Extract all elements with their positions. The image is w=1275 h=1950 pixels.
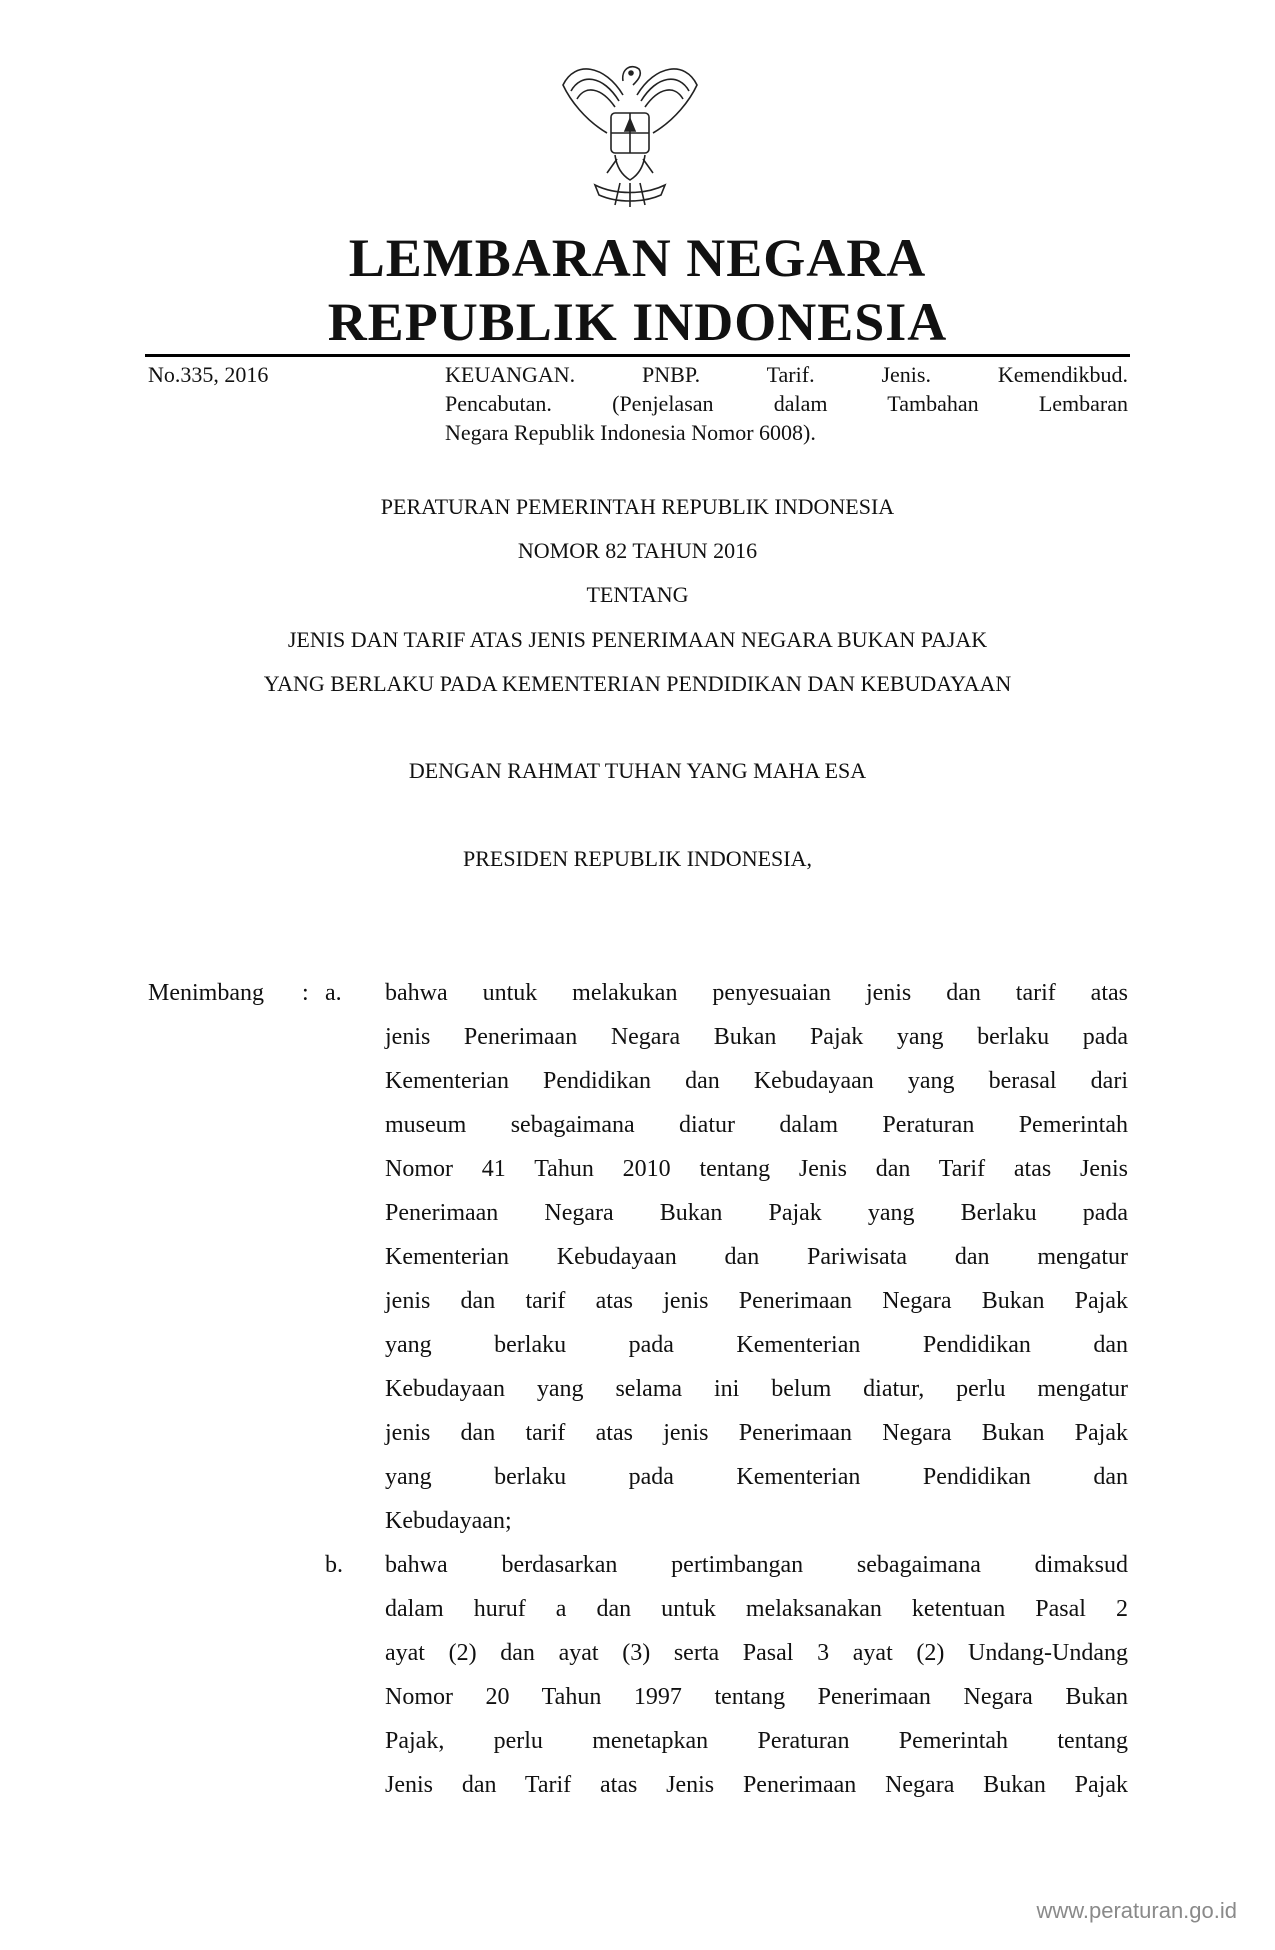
masthead-title-line2: REPUBLIK INDONESIA	[327, 292, 948, 352]
gazette-subject-line: KEUANGAN. PNBP. Tarif. Jenis. Kemendikbud.	[445, 362, 1128, 387]
issuer: PRESIDEN REPUBLIK INDONESIA,	[463, 846, 812, 871]
paragraph-line: jenis Penerimaan Negara Bukan Pajak yang berlaku pada	[385, 1024, 1128, 1050]
paragraph-line: Kementerian Kebudayaan dan Pariwisata dan mengatur	[385, 1244, 1128, 1270]
regulation-about: TENTANG	[586, 582, 689, 607]
paragraph-line: jenis dan tarif atas jenis Penerimaan Negara Bukan Pajak	[385, 1288, 1128, 1314]
paragraph-line: Nomor 20 Tahun 1997 tentang Penerimaan Negara Bukan	[385, 1684, 1128, 1710]
paragraph-line: Penerimaan Negara Bukan Pajak yang Berlaku pada	[385, 1200, 1128, 1226]
paragraph-line: Kementerian Pendidikan dan Kebudayaan yang berasal dari	[385, 1068, 1128, 1094]
paragraph-line: Pajak, perlu menetapkan Peraturan Pemerintah tentang	[385, 1728, 1128, 1754]
considering-label: Menimbang	[148, 980, 264, 1006]
regulation-type: PERATURAN PEMERINTAH REPUBLIK INDONESIA	[380, 494, 895, 519]
paragraph-line: Kebudayaan;	[385, 1508, 512, 1534]
regulation-title-line1: JENIS DAN TARIF ATAS JENIS PENERIMAAN NEGARA BUKAN PAJAK	[287, 627, 988, 652]
gazette-subject	[445, 360, 1128, 447]
considering-item-b	[385, 1543, 1128, 1807]
considering-colon: :	[302, 980, 309, 1006]
paragraph-line: yang berlaku pada Kementerian Pendidikan dan	[385, 1464, 1128, 1490]
paragraph-line: Nomor 41 Tahun 2010 tentang Jenis dan Tarif atas Jenis	[385, 1156, 1128, 1182]
paragraph-line: jenis dan tarif atas jenis Penerimaan Negara Bukan Pajak	[385, 1420, 1128, 1446]
paragraph-line: ayat (2) dan ayat (3) serta Pasal 3 ayat (2) Undang-Undang	[385, 1640, 1128, 1666]
regulation-number: NOMOR 82 TAHUN 2016	[517, 538, 758, 563]
gazette-number: No.335, 2016	[148, 362, 269, 387]
item-letter-a: a.	[325, 980, 342, 1006]
paragraph-line: museum sebagaimana diatur dalam Peraturan Pemerintah	[385, 1112, 1128, 1138]
considering-item-a	[385, 971, 1128, 1543]
paragraph-line: bahwa berdasarkan pertimbangan sebagaimana dimaksud	[385, 1552, 1128, 1578]
paragraph-line: Jenis dan Tarif atas Jenis Penerimaan Negara Bukan Pajak	[385, 1772, 1128, 1798]
garuda-emblem-icon	[555, 55, 705, 215]
paragraph-line: dalam huruf a dan untuk melaksanakan ketentuan Pasal 2	[385, 1596, 1128, 1622]
watermark-url: www.peraturan.go.id	[1036, 1898, 1237, 1923]
regulation-title-line2: YANG BERLAKU PADA KEMENTERIAN PENDIDIKAN DAN KEBUDAYAAN	[263, 671, 1012, 696]
masthead-title-line1: LEMBARAN NEGARA	[348, 228, 927, 288]
paragraph-line: Kebudayaan yang selama ini belum diatur, perlu mengatur	[385, 1376, 1128, 1402]
gazette-subject-line: Negara Republik Indonesia Nomor 6008).	[445, 420, 816, 445]
paragraph-line: bahwa untuk melakukan penyesuaian jenis dan tarif atas	[385, 980, 1128, 1006]
invocation: DENGAN RAHMAT TUHAN YANG MAHA ESA	[408, 758, 867, 783]
header-divider	[145, 354, 1130, 357]
paragraph-line: yang berlaku pada Kementerian Pendidikan dan	[385, 1332, 1128, 1358]
item-letter-b: b.	[325, 1552, 343, 1578]
gazette-subject-line: Pencabutan. (Penjelasan dalam Tambahan Lembaran	[445, 391, 1128, 416]
